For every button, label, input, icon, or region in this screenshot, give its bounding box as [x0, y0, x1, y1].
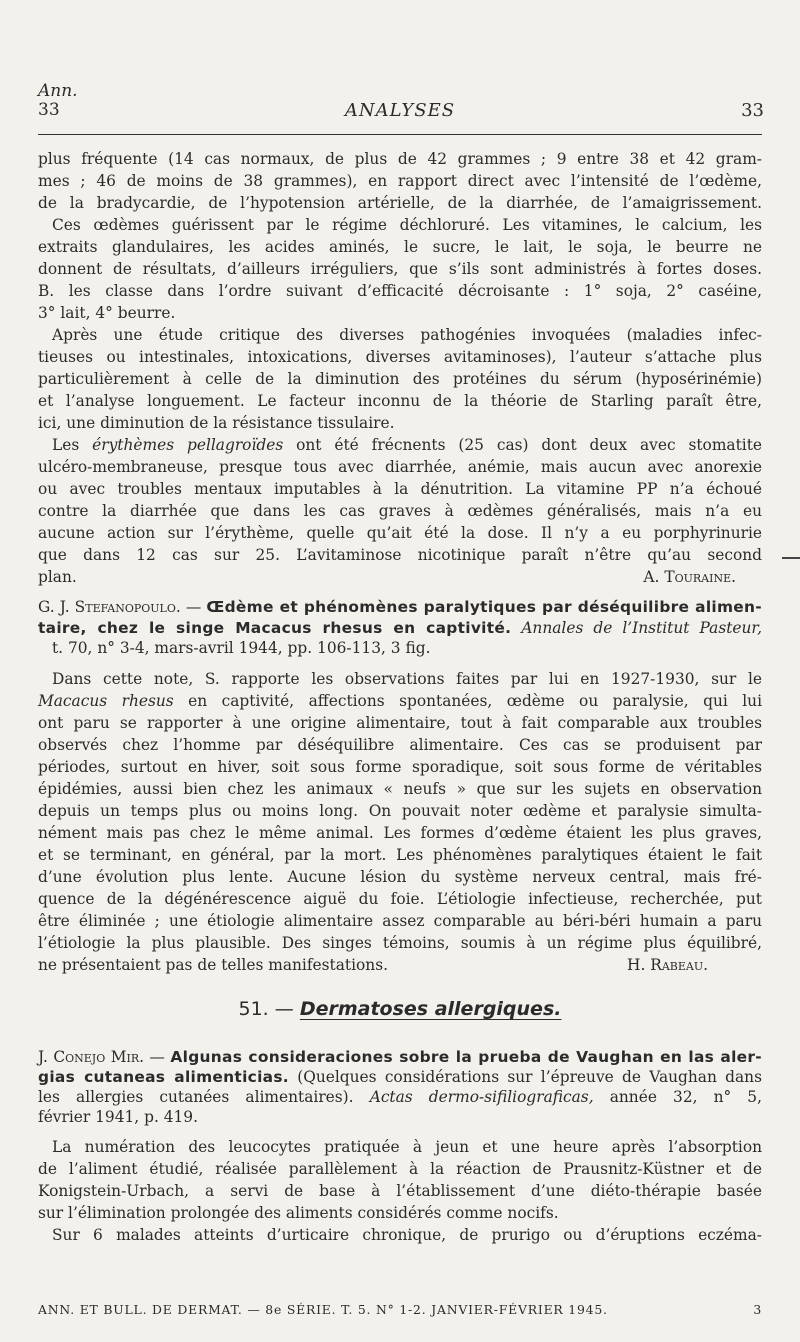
signature: H. Rabeau. [627, 956, 708, 974]
body-line: Ces œdèmes guérissent par le régime déchloruré. Les vitamines, le calcium, les [52, 216, 762, 234]
body-line: 3° lait, 4° beurre. [38, 304, 176, 322]
body-line: aucune action sur l’érythème, quelle qu’ait été la dose. Il n’y a eu porphyrinurie [38, 524, 762, 542]
body-line: ici, une diminution de la résistance tissulaire. [38, 414, 395, 432]
journal-footer [38, 1302, 762, 1317]
body-line: et l’analyse longuement. Le facteur inconnu de la théorie de Starling paraît être, [38, 392, 762, 410]
body-line: mes ; 46 de moins de 38 grammes), en rapport direct avec l’intensité de l’œdème, [38, 172, 762, 190]
body-line: de la bradycardie, de l’hypotension artérielle, de la diarrhée, de l’amaigrissement. [38, 194, 762, 212]
article-heading-line [38, 1086, 762, 1108]
article-heading-line [38, 617, 762, 639]
body-line: quence de la dégénérescence aiguë du foie. L’étiologie infectieuse, recherchée, put [38, 890, 762, 908]
article-title: taire, chez le singe Macacus rhesus en captivité. [38, 619, 512, 637]
running-title: ANALYSES [344, 100, 456, 121]
body-line: La numération des leucocytes pratiquée à jeun et une heure après l’absorption [52, 1138, 762, 1156]
article-heading-line: G. J. Stefanopoulo. — Œdème et phénomènes paralytiques par déséquilibre alimen- [38, 598, 762, 616]
body-line: périodes, surtout en hiver, soit sous forme sporadique, soit sous forme de véritables [38, 758, 762, 776]
journal-name: Annales de l’Institut Pasteur, [521, 619, 762, 637]
body-line: d’une évolution plus lente. Aucune lésion du système nerveux central, mais fré- [38, 868, 762, 886]
section-heading [0, 998, 800, 1020]
body-line: ont paru se rapporter à une origine alimentaire, tout à fait comparable aux troubles [38, 714, 762, 732]
article-author: J. Conejo Mir. [38, 1048, 145, 1066]
body-line: Dans cette note, S. rapporte les observations faites par lui en 1927-1930, sur le [52, 670, 762, 688]
body-line: donnent de résultats, d’ailleurs irréguliers, que s’ils sont administrés à fortes doses. [38, 260, 762, 278]
body-text: en captivité, affections spontanées, œdème ou paralysie, qui lui [173, 692, 763, 710]
article-title: Œdème et phénomènes paralytiques par déséquilibre alimen- [206, 598, 762, 616]
body-line: observés chez l’homme par déséquilibre alimentaire. Ces cas se produisent par [38, 736, 762, 754]
body-line: extraits glandulaires, les acides aminés, le sucre, le lait, le soja, le beurre ne [38, 238, 762, 256]
body-line: ou avec troubles mentaux imputables à la dénutrition. La vitamine PP n’a échoué [38, 480, 762, 498]
body-line: particulièrement à celle de la diminution des protéines du sérum (hyposérinémie) [38, 370, 762, 388]
body-line: de l’aliment étudié, réalisée parallèlement à la réaction de Prausnitz-Küstner et de [38, 1160, 762, 1178]
body-line: plus fréquente (14 cas normaux, de plus de 42 grammes ; 9 entre 38 et 42 gram- [38, 150, 762, 168]
body-line: épidémies, aussi bien chez les animaux « neufs » que sur les sujets en observation [38, 780, 762, 798]
header-rule [38, 134, 762, 135]
body-line: nément mais pas chez le même animal. Les formes d’œdème étaient les plus graves, [38, 824, 762, 842]
emphasis: érythèmes pellagroïdes [92, 436, 284, 454]
article-title: gias cutaneas alimenticias. [38, 1068, 289, 1086]
body-line: plan. [38, 568, 77, 586]
marginal-note: Ann. [38, 81, 78, 101]
body-line: Sur 6 malades atteints d’urticaire chronique, de prurigo ou d’éruptions eczéma- [52, 1226, 762, 1244]
article-reference: t. 70, n° 3-4, mars-avril 1944, pp. 106-113, 3 fig. [52, 639, 431, 657]
body-line: ne présentaient pas de telles manifestations. [38, 956, 388, 974]
journal-name: Actas dermo-sifiliograficas, [369, 1088, 594, 1106]
title-translation: les allergies cutanées alimentaires). [38, 1088, 354, 1106]
body-line: tieuses ou intestinales, intoxications, diverses avitaminoses), l’auteur s’attache plus [38, 348, 762, 366]
page-number: 33 [741, 100, 764, 121]
body-line: depuis un temps plus ou moins long. On pouvait noter œdème et paralysie simulta- [38, 802, 762, 820]
body-line [52, 434, 762, 456]
footer-citation: ANN. ET BULL. DE DERMAT. — 8e SÉRIE. T. 5. N° 1-2. JANVIER-FÉVRIER 1945. [38, 1302, 608, 1317]
body-line [38, 690, 762, 712]
body-line: ulcéro-membraneuse, presque tous avec diarrhée, anémie, mais aucun avec anorexie [38, 458, 762, 476]
section-dash: — [274, 998, 294, 1020]
body-line: Après une étude critique des diverses pathogénies invoquées (maladies infec- [52, 326, 762, 344]
body-line: Konigstein-Urbach, a servi de base à l’établissement d’une diéto-thérapie basée [38, 1182, 762, 1200]
section-number: 51. [238, 998, 269, 1020]
article-author: G. J. Stefanopoulo. [38, 598, 181, 616]
signature: A. Touraine. [643, 568, 736, 586]
section-title: Dermatoses allergiques. [299, 998, 562, 1020]
body-line: l’étiologie la plus plausible. Des singes témoins, soumis à un régime plus équilibré, [38, 934, 762, 952]
margin-mark [782, 557, 800, 559]
running-page-number-left: 33 [38, 100, 60, 120]
body-line: être éliminée ; une étiologie alimentaire assez comparable au béri-béri humain a paru [38, 912, 762, 930]
article-heading-line: J. Conejo Mir. — Algunas consideraciones sobre la prueba de Vaughan en las aler- [38, 1048, 762, 1066]
body-line: et se terminant, en général, par la mort. Les phénomènes paralytiques étaient le fait [38, 846, 762, 864]
title-translation: (Quelques considérations sur l’épreuve de Vaughan dans [288, 1068, 762, 1086]
article-reference: février 1941, p. 419. [38, 1108, 198, 1126]
footer-page-number: 3 [753, 1302, 762, 1317]
body-line: que dans 12 cas sur 25. L’avitaminose nicotinique paraît n’être qu’au second [38, 546, 762, 564]
body-line: B. les classe dans l’ordre suivant d’efficacité décroisante : 1° soja, 2° caséine, [38, 282, 762, 300]
body-text: Les [52, 436, 93, 454]
body-text: ont été frécnents (25 cas) dont deux avec stomatite [283, 436, 762, 454]
article-heading-line [38, 1066, 762, 1088]
journal-year: année 32, n° 5, [609, 1088, 762, 1106]
body-line: contre la diarrhée que dans les cas graves à œdèmes généralisés, mais n’a eu [38, 502, 762, 520]
body-line: sur l’élimination prolongée des aliments considérés comme nocifs. [38, 1204, 559, 1222]
emphasis: Macacus rhesus [38, 692, 174, 710]
article-title: Algunas consideraciones sobre la prueba de Vaughan en las aler- [170, 1048, 762, 1066]
